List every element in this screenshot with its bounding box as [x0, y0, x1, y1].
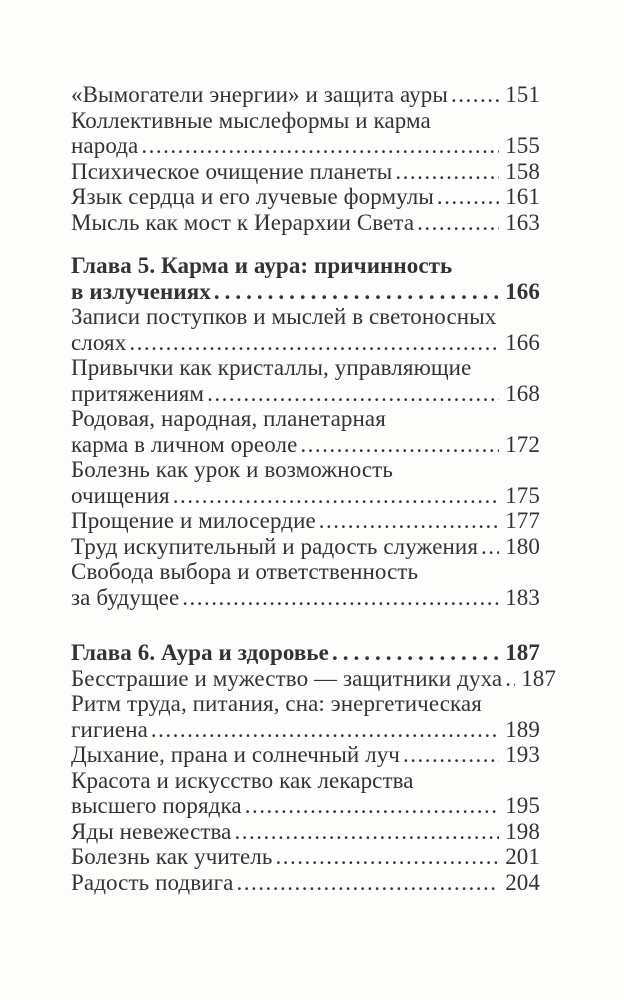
toc-entry-last-line	[71, 793, 540, 819]
toc-entry-title: Дыхание, прана и солнечный луч	[71, 742, 400, 767]
toc-entry-title: в излучениях	[71, 278, 211, 304]
toc-page-number: 166	[505, 278, 540, 304]
dot-leader	[505, 666, 515, 692]
toc-entry	[71, 82, 540, 108]
toc-entry-title: Радость подвига	[71, 869, 234, 895]
toc-entry	[71, 355, 540, 406]
toc-page-number: 177	[505, 508, 540, 533]
toc-entry-last-line	[71, 508, 540, 534]
toc-page-number: 155	[505, 133, 540, 158]
toc-entry-title-line: Ритм труда, питания, сна: энергетическая	[71, 691, 482, 716]
toc-entry	[71, 304, 540, 355]
toc-entry-title-line: Коллективные мыслеформы и карма	[71, 107, 431, 133]
toc-entry-last-line	[71, 585, 540, 611]
dot-leader	[395, 159, 499, 185]
dot-leader	[437, 184, 499, 210]
toc-section-2	[71, 253, 540, 610]
toc-entry-last-line	[71, 870, 540, 896]
toc-entry-title: высшего порядка	[71, 793, 242, 818]
toc-entry-last-line	[71, 534, 540, 560]
toc-page-number: 151	[505, 82, 540, 107]
toc-page-number: 187	[505, 640, 540, 665]
toc-entry-title: Яды невежества	[71, 818, 232, 844]
dot-leader	[481, 534, 499, 560]
toc-entry-title-line: Болезнь как урок и возможность	[71, 457, 393, 482]
toc-entry-title: карма в личном ореоле	[71, 431, 298, 457]
toc-entry	[71, 665, 556, 692]
toc-entry-title: за будущее	[71, 584, 180, 610]
toc-entry-last-line	[71, 665, 556, 692]
toc-entry	[71, 508, 540, 534]
toc-page-number: 180	[505, 533, 540, 559]
toc-entry	[71, 870, 540, 896]
toc-entry-title-line: Родовая, народная, планетарная	[71, 406, 386, 431]
toc-entry	[71, 108, 540, 159]
toc-entry-title-line: Красота и искусство как лекарства	[71, 767, 414, 793]
toc-entry-title: слоях	[71, 329, 127, 355]
toc-entry-last-line	[71, 742, 540, 768]
toc-entry-last-line	[71, 330, 540, 356]
toc-entry-title: притяжениям	[71, 380, 205, 406]
toc-entry	[71, 742, 540, 768]
dot-leader	[245, 793, 500, 819]
toc-page-number: 168	[505, 380, 540, 406]
dot-leader	[207, 381, 499, 407]
toc-section-3	[71, 640, 556, 895]
toc-entry	[71, 184, 540, 210]
toc-entry-title: Язык сердца и его лучевые формулы	[71, 184, 434, 209]
toc-page-number: 204	[505, 869, 540, 895]
toc-entry-title-line: Привычки как кристаллы, управляющие	[71, 355, 472, 380]
toc-page-number: 166	[505, 329, 540, 355]
dot-leader	[236, 870, 499, 896]
toc-entry-last-line	[71, 210, 540, 236]
toc-page-number: 195	[505, 793, 540, 818]
toc-entry	[71, 844, 540, 870]
dot-leader	[451, 82, 499, 108]
toc-entry-last-line	[71, 844, 540, 870]
toc-page-number: 183	[505, 584, 540, 610]
toc-entry-title: Прощение и милосердие	[71, 508, 316, 533]
dot-leader	[141, 133, 499, 159]
toc-entry-last-line	[71, 717, 540, 743]
toc-entry-title: гигиена	[71, 716, 148, 742]
toc-section-1	[71, 82, 540, 235]
toc-entry-last-line	[71, 159, 540, 185]
dot-leader	[235, 819, 500, 845]
toc-entry-last-line	[71, 184, 540, 210]
dot-leader	[214, 279, 499, 305]
toc-entry-title: Бесстрашие и мужество — защитники духа	[71, 665, 503, 691]
toc-entry-title: народа	[71, 133, 139, 158]
toc-entry-title: Глава 6. Аура и здоровье	[71, 640, 329, 665]
toc-chapter-heading-entry	[71, 640, 540, 666]
toc-entry-title: Мысль как мост к Иерархии Света	[71, 209, 415, 235]
toc-entry	[71, 559, 540, 610]
toc-entry-last-line	[71, 432, 540, 458]
toc-entry-title: «Вымогатели энергии» и защита ауры	[71, 82, 448, 107]
toc-page-number: 187	[521, 665, 556, 691]
toc-entry-last-line	[71, 279, 540, 305]
dot-leader	[182, 585, 499, 611]
toc-page-number: 198	[505, 818, 540, 844]
toc-entry-last-line	[71, 483, 540, 509]
toc-entry	[71, 819, 540, 845]
toc-page-number: 189	[505, 716, 540, 742]
toc-entry-last-line	[71, 381, 540, 407]
table-of-contents	[71, 82, 556, 895]
toc-entry-last-line	[71, 640, 540, 666]
toc-entry-title: Болезнь как учитель	[71, 844, 273, 869]
dot-leader	[403, 742, 499, 768]
dot-leader	[129, 330, 499, 356]
toc-entry-last-line	[71, 819, 540, 845]
toc-entry-title-line: Свобода выбора и ответственность	[71, 559, 419, 584]
toc-entry	[71, 534, 540, 560]
toc-chapter-heading-entry	[71, 253, 540, 304]
dot-leader	[173, 483, 499, 509]
toc-entry	[71, 768, 540, 819]
dot-leader	[275, 844, 499, 870]
toc-page-number: 161	[505, 184, 540, 209]
toc-page-number: 163	[505, 209, 540, 235]
dot-leader	[319, 508, 499, 534]
toc-entry-title-line: Глава 5. Карма и аура: причинность	[71, 253, 453, 278]
dot-leader	[300, 432, 499, 458]
toc-page-number: 175	[505, 482, 540, 508]
toc-page-number: 158	[505, 158, 540, 184]
toc-entry	[71, 210, 540, 236]
toc-entry-title: Психическое очищение планеты	[71, 158, 393, 184]
toc-entry	[71, 159, 540, 185]
toc-entry	[71, 691, 540, 742]
toc-page-number: 193	[505, 742, 540, 767]
toc-page-number: 172	[505, 431, 540, 457]
toc-entry-title: очищения	[71, 482, 170, 508]
toc-entry-title-line: Записи поступков и мыслей в светоносных	[71, 304, 497, 329]
dot-leader	[332, 640, 499, 666]
toc-entry	[71, 457, 540, 508]
dot-leader	[417, 210, 499, 236]
toc-entry-last-line	[71, 82, 540, 108]
toc-entry-last-line	[71, 133, 540, 159]
toc-entry-title: Труд искупительный и радость служения	[71, 533, 479, 559]
dot-leader	[151, 717, 499, 743]
toc-page-number: 201	[505, 844, 540, 869]
toc-entry	[71, 406, 540, 457]
